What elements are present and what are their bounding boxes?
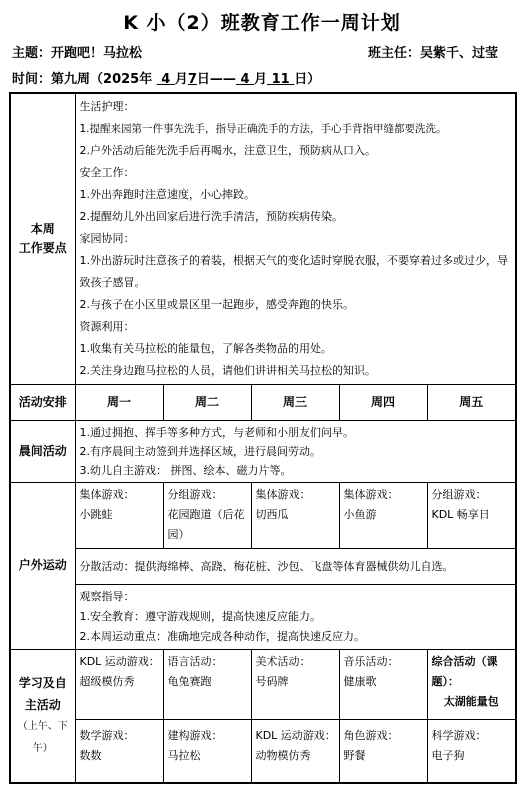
outdoor-game: 分组游戏： KDL 畅享日 [427, 483, 516, 549]
end-month-unit: 月 [254, 72, 268, 87]
day-tue: 周二 [163, 385, 251, 421]
learning-activity: KDL 运动游戏： 超级模仿秀 [75, 650, 163, 720]
learning-activity: 美术活动： 号码牌 [251, 650, 339, 720]
date-open: （2025年 [90, 72, 153, 87]
safety-item-1: 1.外出奔跑时注意速度，小心摔跤。 [79, 188, 255, 201]
home-title: 家园协同： [79, 232, 135, 245]
start-month-unit: 月 [174, 72, 188, 87]
teacher-line [368, 42, 498, 61]
day-thu: 周四 [339, 385, 427, 421]
learning-activity: 语言活动： 龟兔赛跑 [163, 650, 251, 720]
day-fri: 周五 [427, 385, 516, 421]
home-item-1: 1.外出游玩时注意孩子的着装，根据天气的变化适时穿脱衣服，不要穿着过多或过少，导致孩子感冒。 [79, 254, 508, 289]
week-value: 第九周 [51, 72, 91, 87]
outdoor-game: 集体游戏： 小跳蛙 [75, 483, 163, 549]
learning-activity: 角色游戏： 野餐 [339, 720, 427, 784]
focus-label: 本周 工作要点 [10, 93, 75, 385]
learning-activity: 数学游戏： 数数 [75, 720, 163, 784]
learning-label: 学习及自 主活动 （上午、下午） [10, 650, 75, 784]
learning-activity-project: 综合活动（课题）： 太湖能量包 [427, 650, 516, 720]
morning-item: 3.幼儿自主游戏： 拼图、绘本、磁力片等。 [79, 464, 292, 477]
focus-row [10, 93, 516, 385]
resource-item-2: 2.关注身边跑马拉松的人员，请他们讲讲相关马拉松的知识。 [79, 364, 376, 377]
observation-guidance [75, 585, 516, 650]
learning-activity: KDL 运动游戏： 动物模仿秀 [251, 720, 339, 784]
outdoor-observe-row [10, 585, 516, 650]
observe-title: 观察指导： [79, 590, 135, 603]
teacher-label: 班主任： [368, 46, 421, 61]
life-item-1: 1.提醒来园第一件事先洗手，指导正确洗手的方法，手心手背指甲缝都要洗洗。 [79, 123, 447, 135]
morning-label: 晨间活动 [10, 421, 75, 483]
day-mon: 周一 [75, 385, 163, 421]
theme-label: 主题： [12, 46, 52, 61]
learning-activity: 建构游戏： 马拉松 [163, 720, 251, 784]
theme-value: 开跑吧！马拉松 [51, 46, 143, 61]
start-day-unit: 日—— [196, 72, 236, 87]
outdoor-scatter-row [10, 549, 516, 585]
teacher-value: 吴紫千、过莹 [420, 46, 499, 61]
end-day: 11 [271, 72, 290, 87]
start-month: 4 [161, 72, 171, 87]
resource-item-1: 1.收集有关马拉松的能量包，了解各类物品的用处。 [79, 342, 332, 355]
observe-item-1: 1.安全教育：遵守游戏规则，提高快速反应能力。 [79, 610, 321, 623]
schedule-row [10, 385, 516, 421]
day-wed: 周三 [251, 385, 339, 421]
morning-item: 1.通过拥抱、挥手等多种方式，与老师和小朋友们问早。 [79, 426, 354, 439]
learning-row-1 [10, 650, 516, 720]
resource-title: 资源利用： [79, 320, 135, 333]
safety-title: 安全工作： [79, 166, 135, 179]
life-item-2: 2.户外活动后能先洗手后再喝水，注意卫生，预防病从口入。 [79, 144, 376, 157]
time-label: 时间： [12, 72, 52, 87]
morning-row [10, 421, 516, 483]
theme-line [12, 42, 142, 61]
life-title: 生活护理： [79, 100, 135, 113]
observe-item-2: 2.本周运动重点：准确地完成各种动作，提高快速反应力。 [79, 630, 365, 643]
focus-content [75, 93, 516, 385]
outdoor-game: 集体游戏： 切西瓜 [251, 483, 339, 549]
end-day-unit: 日） [294, 72, 321, 87]
learning-activity: 音乐活动： 健康歌 [339, 650, 427, 720]
outdoor-games-row [10, 483, 516, 549]
outdoor-label: 户外运动 [10, 483, 75, 650]
outdoor-game: 集体游戏： 小鱼游 [339, 483, 427, 549]
safety-item-2: 2.提醒幼儿外出回家后进行洗手清洁，预防疾病传染。 [79, 210, 343, 223]
end-month: 4 [240, 72, 250, 87]
morning-item: 2.有序晨间主动签到并选择区域，进行晨间劳动。 [79, 445, 321, 458]
outdoor-game: 分组游戏： 花园跑道（后花园） [163, 483, 251, 549]
time-line [12, 68, 320, 87]
morning-content [75, 421, 516, 483]
scatter-activity: 分散活动：提供海绵棒、高跷、梅花桩、沙包、飞盘等体育器械供幼儿自选。 [75, 549, 516, 585]
start-day: 7 [187, 72, 197, 87]
home-item-2: 2.与孩子在小区里或景区里一起跑步，感受奔跑的快乐。 [79, 298, 354, 311]
learning-row-2 [10, 720, 516, 784]
weekly-plan-table [9, 92, 517, 784]
page-title: K 小（2）班教育工作一周计划 [123, 12, 401, 34]
schedule-label: 活动安排 [10, 385, 75, 421]
learning-activity: 科学游戏： 电子狗 [427, 720, 516, 784]
